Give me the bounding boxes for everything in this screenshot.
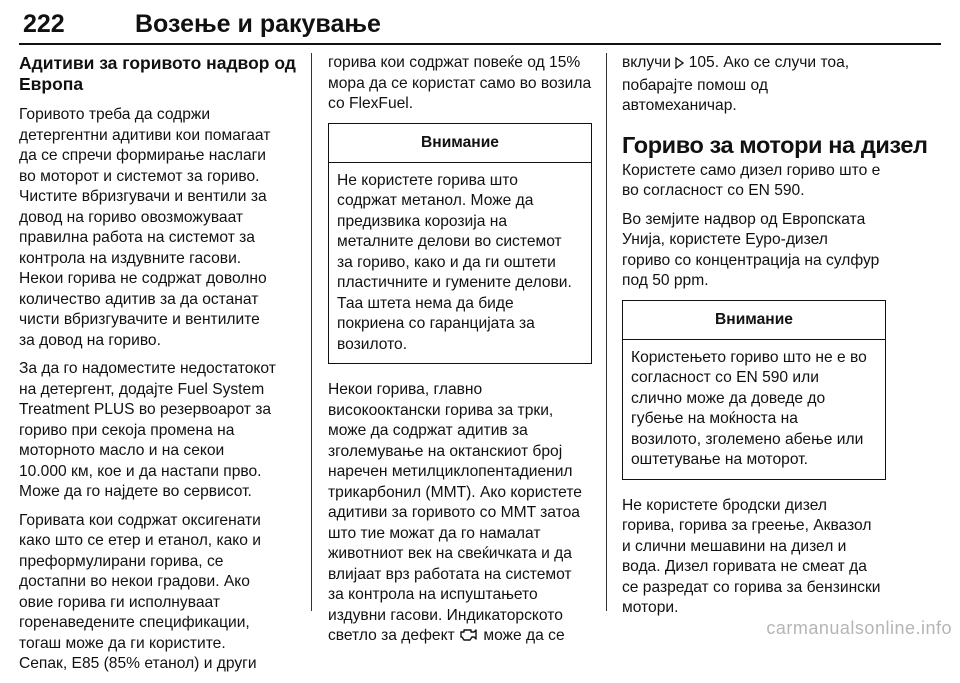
triangle-ref-icon xyxy=(675,55,684,76)
paragraph: Во земјите надвор од Европската Унија, користете Еуро-дизел гориво со концентрација на сулфур под 50 ppm. xyxy=(622,210,880,289)
text-fragment: вклучи xyxy=(622,54,672,71)
paragraph: Горивото треба да содржи детергентни адитиви кои помагаат да се спречи формирање наслаги во моторот и системот за гориво. Чистите вбризгувачи и вентили за довод на гориво овозможуваат правилна работа на системот за контрола на издувните гасови. Некои горива не содржат доволно количество адитив за да останат чисти вбризгувачите и вентилите за довод на гориво. xyxy=(19,106,271,349)
paragraph: Некои горива, главно високооктански горива за трки, може да содржат адитив за зголемување на октанскиот број наречен метилциклопентадиенил трикарбонил (MMT). Ако користете адитиви за горивото со MMT затоа што тие можат да го намалат животниот век на свеќичката и да влијаат врз работата на системот за контрола на испуштањето издувни гасови. Индикаторското xyxy=(328,381,582,624)
paragraph-tail xyxy=(328,626,592,649)
paragraph: За да го надоместите недостатокот на детергент, додајте Fuel System Treatment PLUS во резервоарот за гориво при секоја промена на моторното масло и на секои 10.000 км, кое и да настапи прво. Може да го најдете во сервисот. xyxy=(19,360,276,500)
paragraph: побарајте помош од автомеханичар. xyxy=(622,76,768,114)
column-1 xyxy=(19,53,301,683)
text-fragment: може да се xyxy=(483,627,565,644)
column-3 xyxy=(622,53,928,627)
header-rule xyxy=(19,43,941,45)
paragraph-head xyxy=(622,53,886,76)
paragraph: Користете само дизел гориво што е во согласност со EN 590. xyxy=(622,161,881,199)
paragraph: горива кои содржат повеќе од 15% мора да се користат само во возила со FlexFuel. xyxy=(328,54,592,112)
caution-box xyxy=(328,123,592,365)
column-2 xyxy=(328,53,592,657)
page-number: 222 xyxy=(23,10,65,38)
text-fragment: светло за дефект xyxy=(328,627,455,644)
column-divider xyxy=(606,53,607,611)
caution-box xyxy=(622,300,886,480)
watermark: carmanualsonline.info xyxy=(766,618,952,638)
section-heading-diesel: Гориво за мотори на дизел xyxy=(622,131,928,158)
column-divider xyxy=(311,53,312,611)
caution-title: Внимание xyxy=(623,301,885,340)
page-header xyxy=(19,0,941,46)
engine-check-icon xyxy=(459,627,479,649)
page-reference[interactable]: 105. Ако се случи тоа, xyxy=(688,54,850,71)
section-heading-additives: Адитиви за горивото надвор од Европа xyxy=(19,53,296,94)
caution-text: Користењето гориво што не е во согласност со EN 590 или слично може да доведе до губење на моќноста на возилото, зголемено абење или оштетување на моторот. xyxy=(631,348,867,468)
caution-text: Не користете горива што содржат метанол. Може да предизвика корозија на металните делови во системот за гориво, како и да ги оштети пластичните и гумените делови. Таа штета нема да биде покриена со гаранцијата за возилото. xyxy=(337,171,572,353)
paragraph: Горивата кои содржат оксигенати како што се етер и етанол, како и преформулирани горива, се достапни во некои градови. Ако овие горива ги исполнуваат горенаведените спецификации, тогаш може да ги користите. Сепак, E85 (85% етанол) и други xyxy=(19,511,262,672)
paragraph: Не користете бродски дизел горива, горива за греење, Аквазол и слични мешавини на дизел и вода. Дизел горивата не смеат да се разредат со горива за бензински мотори. xyxy=(622,496,881,616)
caution-title: Внимание xyxy=(329,124,591,163)
chapter-title: Возење и ракување xyxy=(135,10,381,38)
